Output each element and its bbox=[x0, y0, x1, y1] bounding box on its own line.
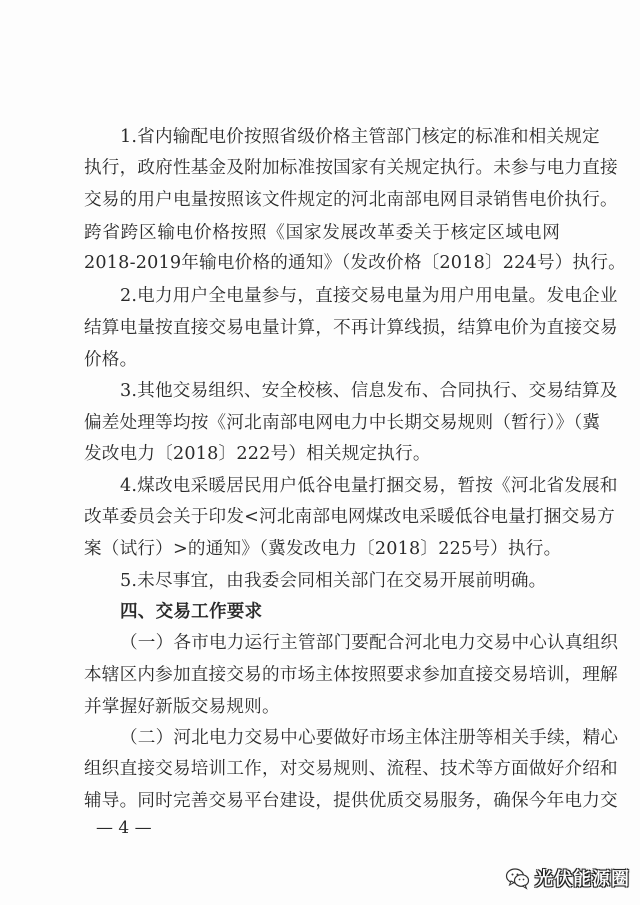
text-line: 交易的用户电量按照该文件规定的河北南部电网目录销售电价执行。 bbox=[84, 190, 618, 210]
text-line: （一）各市电力运行主管部门要配合河北电力交易中心认真组织 bbox=[120, 633, 619, 653]
watermark-text: 光伏能源圈 bbox=[535, 869, 630, 890]
text-line: （二）河北电力交易中心要做好市场主体注册等相关手续，精心 bbox=[120, 728, 619, 748]
text-line: 本辖区内参加直接交易的市场主体按照要求参加直接交易培训，理解 bbox=[84, 665, 618, 685]
text-line: 2018-2019年输电价格的通知》（发改价格〔2018〕224号）执行。 bbox=[84, 253, 626, 273]
watermark bbox=[505, 865, 630, 891]
text-line: 4.煤改电采暖居民用户低谷电量打捆交易，暂按《河北省发展和 bbox=[120, 476, 618, 496]
text-line: 结算电量按直接交易电量计算，不再计算线损，结算电价为直接交易 bbox=[84, 318, 618, 338]
text-line: 1.省内输配电价按照省级价格主管部门核定的标准和相关规定 bbox=[120, 127, 600, 147]
text-line: 案（试行）>的通知》（冀发改电力〔2018〕225号）执行。 bbox=[84, 539, 562, 559]
text-line: 5.未尽事宜，由我委会同相关部门在交易开展前明确。 bbox=[120, 571, 547, 591]
text-line: 3.其他交易组织、安全校核、信息发布、合同执行、交易结算及 bbox=[120, 381, 618, 401]
text-line: 2.电力用户全电量参与，直接交易电量为用户用电量。发电企业 bbox=[120, 286, 618, 306]
text-line: 改革委员会关于印发<河北南部电网煤改电采暖低谷电量打捆交易方 bbox=[84, 507, 615, 527]
text-line: 偏差处理等均按《河北南部电网电力中长期交易规则（暂行）》（冀 bbox=[84, 413, 601, 433]
page-number: — 4 — bbox=[96, 818, 152, 838]
text-line: 并掌握好新版交易规则。 bbox=[84, 697, 280, 717]
text-line: 执行，政府性基金及附加标准按国家有关规定执行。未参与电力直接 bbox=[84, 158, 618, 178]
text-line: 组织直接交易培训工作，对交易规则、流程、技术等方面做好介绍和 bbox=[84, 759, 618, 779]
text-line: 跨省跨区输电价格按照《国家发展改革委关于核定区域电网 bbox=[84, 223, 560, 243]
text-line: 发改电力〔2018〕222号）相关规定执行。 bbox=[84, 444, 431, 464]
wechat-icon bbox=[505, 865, 531, 891]
text-line: 价格。 bbox=[84, 350, 138, 370]
section-heading: 四、交易工作要求 bbox=[120, 602, 263, 622]
text-line: 辅导。同时完善交易平台建设，提供优质交易服务，确保今年电力交 bbox=[84, 791, 618, 811]
